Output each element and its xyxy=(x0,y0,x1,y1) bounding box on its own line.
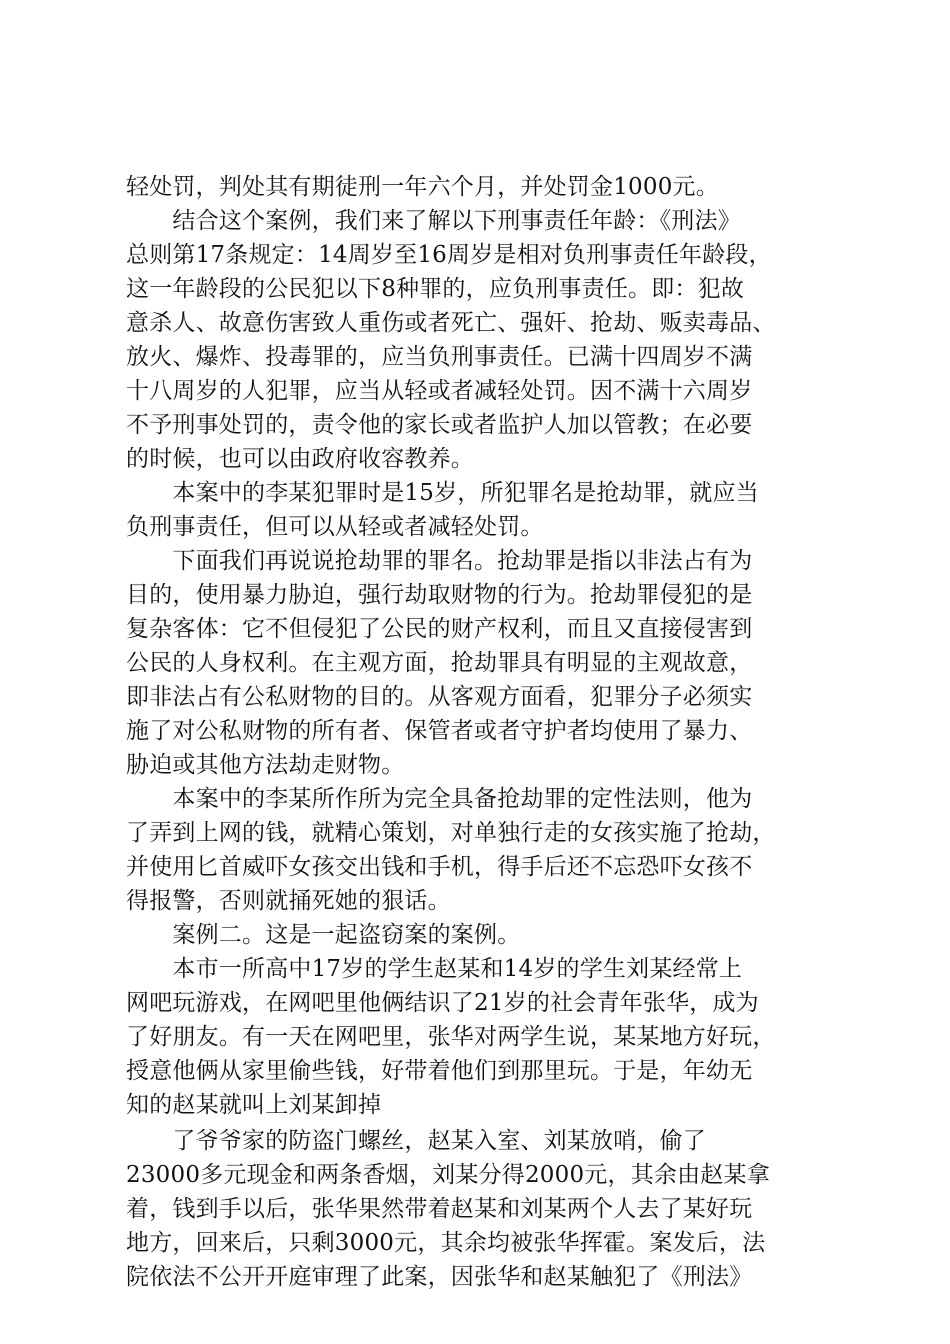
text-line: 了好朋友。有一天在网吧里，张华对两学生说，某某地方好玩， xyxy=(126,1024,776,1050)
text-line: 授意他俩从家里偷些钱，好带着他们到那里玩。于是，年幼无 xyxy=(126,1058,753,1084)
text-line: 本市一所高中17岁的学生赵某和14岁的学生刘某经常上 xyxy=(126,956,743,982)
text-line: 知的赵某就叫上刘某卸掉 xyxy=(126,1092,382,1118)
text-line: 案例二。这是一起盗窃案的案例。 xyxy=(126,922,521,948)
text-line: 不予刑事处罚的，责令他的家长或者监护人加以管教；在必要 xyxy=(126,412,753,438)
text-line: 网吧玩游戏，在网吧里他俩结识了21岁的社会青年张华，成为 xyxy=(126,990,759,1016)
text-line: 了爷爷家的防盗门螺丝，赵某入室、刘某放哨，偷了 xyxy=(126,1128,706,1154)
text-line: 的时候，也可以由政府收容教养。 xyxy=(126,446,474,472)
text-line: 公民的人身权利。在主观方面，抢劫罪具有明显的主观故意， xyxy=(126,650,753,676)
text-line: 着，钱到手以后，张华果然带着赵某和刘某两个人去了某好玩 xyxy=(126,1196,753,1222)
text-line: 得报警，否则就捅死她的狠话。 xyxy=(126,888,451,914)
text-line: 地方，回来后，只剩3000元，其余均被张华挥霍。案发后，法 xyxy=(126,1230,766,1256)
text-line: 放火、爆炸、投毒罪的，应当负刑事责任。已满十四周岁不满 xyxy=(126,344,753,370)
text-line: 十八周岁的人犯罪，应当从轻或者减轻处罚。因不满十六周岁 xyxy=(126,378,753,404)
text-line: 意杀人、故意伤害致人重伤或者死亡、强奸、抢劫、贩卖毒品、 xyxy=(126,310,776,336)
text-line: 本案中的李某犯罪时是15岁，所犯罪名是抢劫罪，就应当 xyxy=(126,480,759,506)
text-line: 并使用匕首威吓女孩交出钱和手机，得手后还不忘恐吓女孩不 xyxy=(126,854,753,880)
text-line: 轻处罚，判处其有期徒刑一年六个月，并处罚金1000元。 xyxy=(126,174,719,200)
text-line: 本案中的李某所作所为完全具备抢劫罪的定性法则，他为 xyxy=(126,786,753,812)
text-line: 院依法不公开开庭审理了此案，因张华和赵某触犯了《刑法》 xyxy=(126,1264,753,1290)
text-line: 这一年龄段的公民犯以下8种罪的，应负刑事责任。即：犯故 xyxy=(126,276,745,302)
text-line: 复杂客体：它不但侵犯了公民的财产权利，而且又直接侵害到 xyxy=(126,616,753,642)
text-line: 了弄到上网的钱，就精心策划，对单独行走的女孩实施了抢劫， xyxy=(126,820,776,846)
text-line: 胁迫或其他方法劫走财物。 xyxy=(126,752,405,778)
text-line: 负刑事责任，但可以从轻或者减轻处罚。 xyxy=(126,514,544,540)
text-line: 施了对公私财物的所有者、保管者或者守护者均使用了暴力、 xyxy=(126,718,753,744)
text-line: 总则第17条规定：14周岁至16周岁是相对负刑事责任年龄段， xyxy=(126,242,772,268)
text-line: 目的，使用暴力胁迫，强行劫取财物的行为。抢劫罪侵犯的是 xyxy=(126,582,753,608)
text-line: 23000多元现金和两条香烟，刘某分得2000元，其余由赵某拿 xyxy=(126,1162,770,1188)
text-line: 即非法占有公私财物的目的。从客观方面看，犯罪分子必须实 xyxy=(126,684,753,710)
text-line: 下面我们再说说抢劫罪的罪名。抢劫罪是指以非法占有为 xyxy=(126,548,753,574)
text-line: 结合这个案例，我们来了解以下刑事责任年龄：《刑法》 xyxy=(126,208,741,234)
